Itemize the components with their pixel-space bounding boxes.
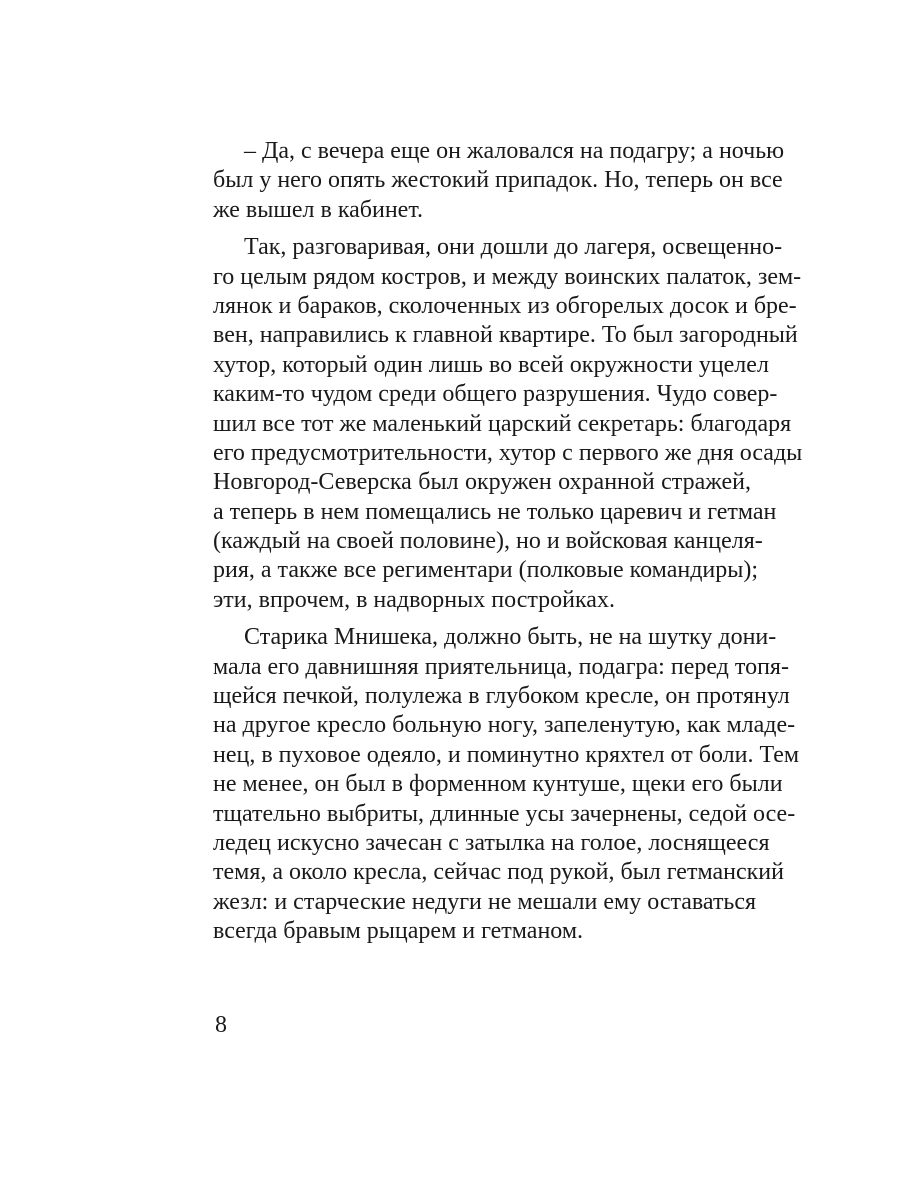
- text-line: щейся печкой, полулежа в глубоком кресле, он протянул: [213, 683, 790, 710]
- text-line: тщательно выбриты, длинные усы зачернены, седой осе-: [213, 800, 796, 827]
- text-line: же вышел в кабинет.: [213, 196, 423, 223]
- text-line: каким-то чудом среди общего разрушения. Чудо совер-: [213, 381, 778, 408]
- text-line: Так, разговаривая, они дошли до лагеря, освещенно-: [244, 234, 783, 261]
- text-line: рия, а также все региментари (полковые командиры);: [213, 557, 759, 584]
- text-line: (каждый на своей половине), но и войсковая канцеля-: [213, 528, 763, 555]
- text-line: го целым рядом костров, и между воинских палаток, зем-: [213, 263, 802, 290]
- paragraph-2: [213, 233, 803, 615]
- text-line: шил все тот же маленький царский секретарь: благодаря: [213, 410, 792, 437]
- text-line: ледец искусно зачесан с затылка на голое, лоснящееся: [213, 829, 770, 856]
- text-line: – Да, с вечера еще он жаловался на подагру; а ночью: [244, 138, 785, 164]
- text-line: жезл: и старческие недуги не мешали ему оставаться: [213, 888, 757, 915]
- text-line: лянок и бараков, сколоченных из обгорелых досок и бре-: [213, 292, 797, 319]
- paragraph-3: [213, 623, 800, 946]
- text-line: его предусмотрительности, хутор с первого же дня осады: [213, 439, 803, 466]
- page-number: 8: [215, 1012, 227, 1038]
- text-line: а теперь в нем помещались не только царевич и гетман: [213, 498, 777, 525]
- text-line: хутор, который один лишь во всей окружности уцелел: [213, 351, 769, 378]
- text-line: вен, направились к главной квартире. То был загородный: [213, 322, 798, 349]
- text-line: был у него опять жестокий припадок. Но, теперь он все: [213, 167, 783, 194]
- text-line: Новгород-Северска был окружен охранной стражей,: [213, 469, 751, 496]
- page-body: [213, 137, 803, 955]
- text-line: эти, впрочем, в надворных постройках.: [213, 586, 615, 613]
- text-line: на другое кресло больную ногу, запеленутую, как младе-: [213, 712, 796, 739]
- text-line: не менее, он был в форменном кунтуше, щеки его были: [213, 771, 783, 798]
- text-line: Старика Мнишека, должно быть, не на шутку дони-: [244, 624, 777, 651]
- paragraph-1: [213, 137, 785, 225]
- text-line: нец, в пуховое одеяло, и поминутно кряхтел от боли. Тем: [213, 741, 800, 768]
- text-line: мала его давнишняя приятельница, подагра: перед топя-: [213, 653, 789, 680]
- text-line: всегда бравым рыцарем и гетманом.: [213, 918, 584, 945]
- text-line: темя, а около кресла, сейчас под рукой, был гетманский: [213, 859, 784, 886]
